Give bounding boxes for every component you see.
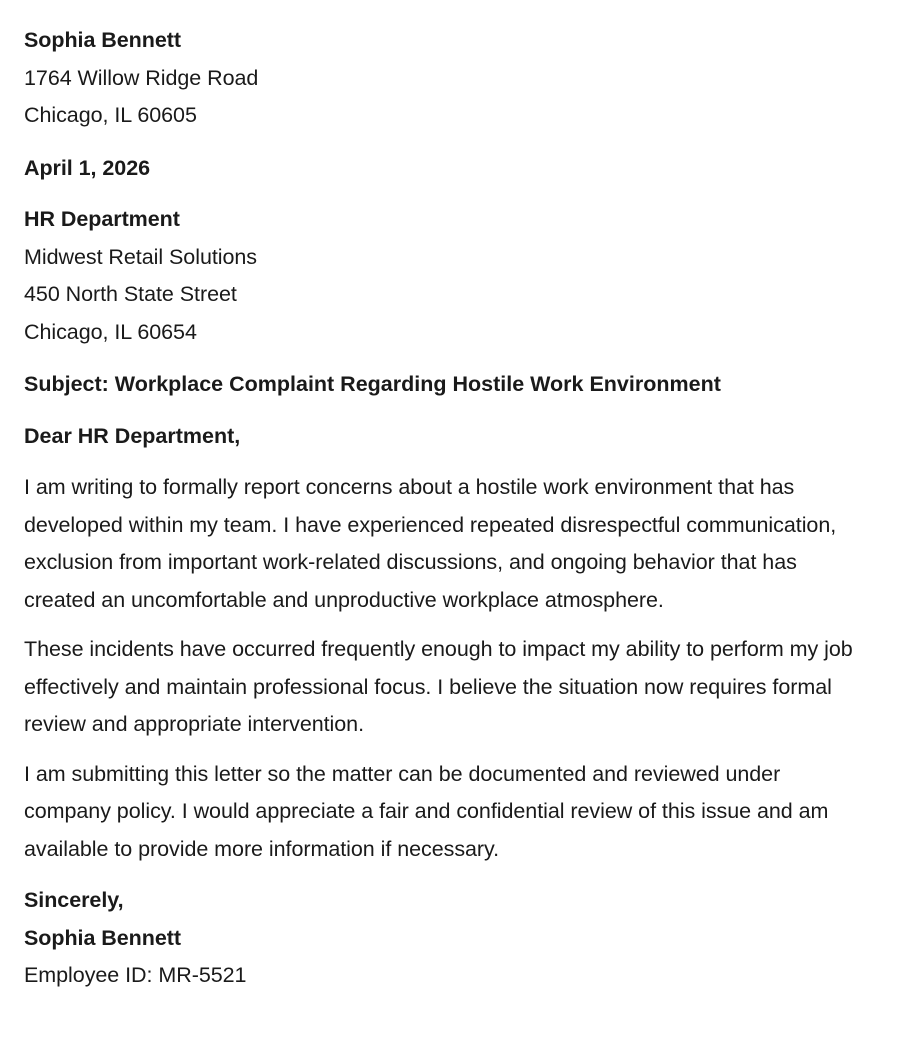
sender-address-block	[24, 22, 855, 135]
recipient-city-state-zip: Chicago, IL 60654	[24, 319, 197, 344]
letter-date: April 1, 2026	[24, 155, 151, 180]
signature-name: Sophia Bennett	[24, 925, 181, 950]
recipient-company: Midwest Retail Solutions	[24, 244, 258, 269]
letter-body	[24, 469, 855, 868]
sender-street: 1764 Willow Ridge Road	[24, 65, 259, 90]
salutation: Dear HR Department,	[24, 423, 241, 448]
body-paragraph-1: I am writing to formally report concerns about a hostile work environment that has developed within my team. I have experienced repeated disrespectful communication, exclusion from important work-related discussions, and ongoing behavior that has created an uncomfortable and unproductive workplace atmosphere.	[24, 475, 837, 612]
closing-block	[24, 882, 855, 995]
letter-date-block	[24, 150, 855, 188]
recipient-street: 450 North State Street	[24, 282, 237, 306]
employee-id: Employee ID: MR-5521	[24, 963, 247, 987]
recipient-address-block	[24, 201, 855, 351]
valediction: Sincerely,	[24, 888, 124, 912]
subject-line: Subject: Workplace Complaint Regarding Hostile Work Environment	[24, 372, 721, 396]
body-paragraph-2: These incidents have occurred frequently enough to impact my ability to perform my job effectively and maintain professional focus. I believe the situation now requires formal review and appropriate intervention.	[24, 637, 853, 736]
sender-name: Sophia Bennett	[24, 28, 181, 52]
recipient-department: HR Department	[24, 207, 180, 231]
sender-city-state-zip: Chicago, IL 60605	[24, 103, 197, 127]
body-paragraph-3: I am submitting this letter so the matter can be documented and reviewed under company policy. I would appreciate a fair and confidential review of this issue and am available to provide more information if necessary.	[24, 761, 829, 861]
